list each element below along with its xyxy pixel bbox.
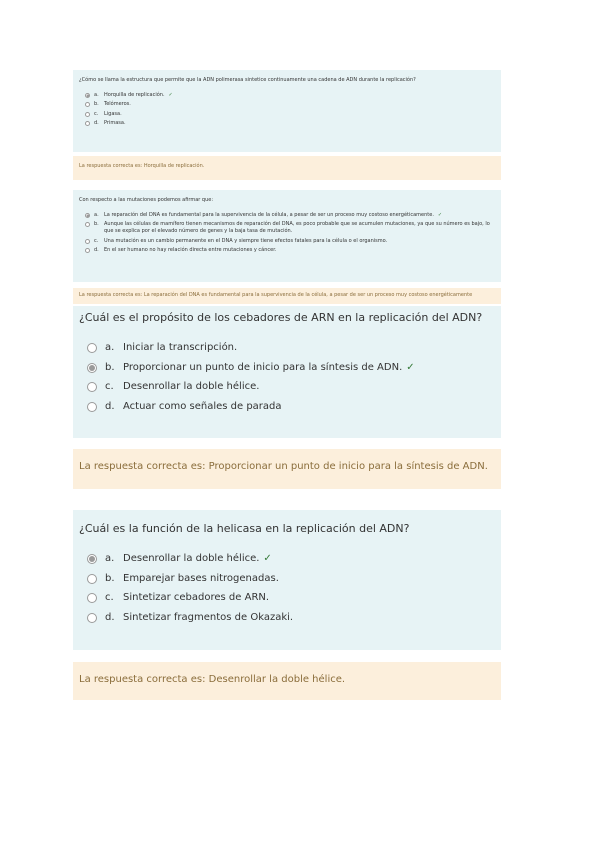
feedback-4 <box>73 662 501 700</box>
option-text: Primasa. <box>104 119 126 126</box>
question-text: ¿Cuál es la función de la helicasa en la replicación del ADN? <box>79 522 410 535</box>
question-text: Con respecto a las mutaciones podemos afirmar que: <box>79 197 214 203</box>
option-text: Desenrollar la doble hélice. <box>123 381 260 392</box>
check-icon: ✓ <box>263 553 272 564</box>
question-text: ¿Cuál es el propósito de los cebadores de ARN en la replicación del ADN? <box>79 311 483 324</box>
option-letter: d. <box>94 246 99 253</box>
option-letter: c. <box>94 110 99 117</box>
option-letter: c. <box>105 381 114 392</box>
feedback-1 <box>73 156 501 180</box>
question-3 <box>73 306 501 438</box>
option-d[interactable] <box>87 400 491 414</box>
option-text: En el ser humano no hay relación directa entre mutaciones y cáncer. <box>104 246 277 253</box>
option-letter: c. <box>105 592 114 603</box>
option-text: Actuar como señales de parada <box>123 400 282 412</box>
radio-icon[interactable] <box>87 343 97 353</box>
feedback-text: La respuesta correcta es: Desenrollar la doble hélice. <box>79 674 346 685</box>
option-text: Desenrollar la doble hélice. <box>123 553 260 564</box>
feedback-2 <box>73 288 501 304</box>
options-list <box>79 552 491 625</box>
radio-icon[interactable] <box>85 248 90 253</box>
question-2 <box>73 190 501 282</box>
option-letter: a. <box>94 212 99 218</box>
option-d[interactable] <box>85 247 491 254</box>
option-c[interactable] <box>85 111 491 118</box>
feedback-3 <box>73 449 501 489</box>
radio-icon[interactable] <box>87 402 97 412</box>
option-text: Aunque las células de mamífero tienen mecanismos de reparación del DNA, es poco probable que se acumulen mutaciones, ya que su número es bajo, lo que se explica por el elevado número de genes y la baja tasa de mutación. <box>104 221 490 235</box>
option-letter: b. <box>105 572 115 584</box>
option-text: Telómeros. <box>104 101 131 108</box>
option-text: Sintetizar fragmentos de Okazaki. <box>123 611 294 623</box>
option-text: Iniciar la transcripción. <box>123 342 238 353</box>
option-b[interactable] <box>87 361 491 375</box>
radio-icon[interactable] <box>85 112 90 117</box>
option-d[interactable] <box>85 120 491 127</box>
radio-icon[interactable] <box>87 574 97 584</box>
radio-icon[interactable] <box>87 593 97 603</box>
option-letter: b. <box>94 221 99 228</box>
feedback-text: La respuesta correcta es: Proporcionar un punto de inicio para la síntesis de ADN. <box>79 461 488 472</box>
option-letter: a. <box>105 342 115 353</box>
radio-icon[interactable] <box>87 554 97 564</box>
option-letter: a. <box>105 553 115 564</box>
options-list <box>79 341 491 414</box>
option-letter: d. <box>94 119 99 126</box>
option-b[interactable] <box>85 221 491 235</box>
option-text: Emparejar bases nitrogenadas. <box>123 572 279 584</box>
option-text: Horquilla de replicación. <box>104 92 165 98</box>
radio-icon[interactable] <box>85 222 90 227</box>
option-text: La reparación del DNA es fundamental para la supervivencia de la célula, a pesar de ser un proceso muy costoso energéticamente. <box>104 212 434 218</box>
option-a[interactable] <box>85 212 491 219</box>
option-text: Proporcionar un punto de inicio para la síntesis de ADN. <box>123 361 403 373</box>
option-b[interactable] <box>87 572 491 586</box>
radio-icon[interactable] <box>85 213 90 218</box>
option-letter: a. <box>94 92 99 98</box>
check-icon: ✓ <box>406 361 415 373</box>
question-1 <box>73 70 501 152</box>
feedback-text: La respuesta correcta es: La reparación del DNA es fundamental para la supervivencia de la célula, a pesar de ser un proceso muy costoso energéticamente <box>79 292 473 298</box>
radio-icon[interactable] <box>85 93 90 98</box>
option-text: Sintetizar cebadores de ARN. <box>123 592 270 603</box>
option-a[interactable] <box>85 92 491 99</box>
option-c[interactable] <box>85 238 491 245</box>
radio-icon[interactable] <box>85 121 90 126</box>
option-d[interactable] <box>87 611 491 625</box>
options-list <box>79 92 491 127</box>
radio-icon[interactable] <box>87 363 97 373</box>
option-a[interactable] <box>87 341 491 355</box>
question-text: ¿Cómo se llama la estructura que permite que la ADN polimerasa sintetice continuamente una cadena de ADN durante la replicación? <box>79 77 416 83</box>
option-letter: b. <box>105 361 115 373</box>
check-icon: ✓ <box>168 92 173 98</box>
option-b[interactable] <box>85 101 491 108</box>
option-text: Ligasa. <box>104 110 122 117</box>
radio-icon[interactable] <box>87 613 97 623</box>
options-list <box>79 212 491 254</box>
option-letter: d. <box>105 611 115 623</box>
radio-icon[interactable] <box>85 239 90 244</box>
radio-icon[interactable] <box>85 102 90 107</box>
option-letter: d. <box>105 400 115 412</box>
question-4 <box>73 510 501 650</box>
check-icon: ✓ <box>437 212 443 218</box>
radio-icon[interactable] <box>87 382 97 392</box>
option-a[interactable] <box>87 552 491 566</box>
feedback-text: La respuesta correcta es: Horquilla de replicación. <box>79 163 205 169</box>
option-c[interactable] <box>87 591 491 605</box>
option-text: Una mutación es un cambio permanente en el DNA y siempre tiene efectos fatales para la célula o el organismo. <box>104 237 388 244</box>
option-letter: b. <box>94 101 99 108</box>
option-letter: c. <box>94 237 99 244</box>
option-c[interactable] <box>87 380 491 394</box>
